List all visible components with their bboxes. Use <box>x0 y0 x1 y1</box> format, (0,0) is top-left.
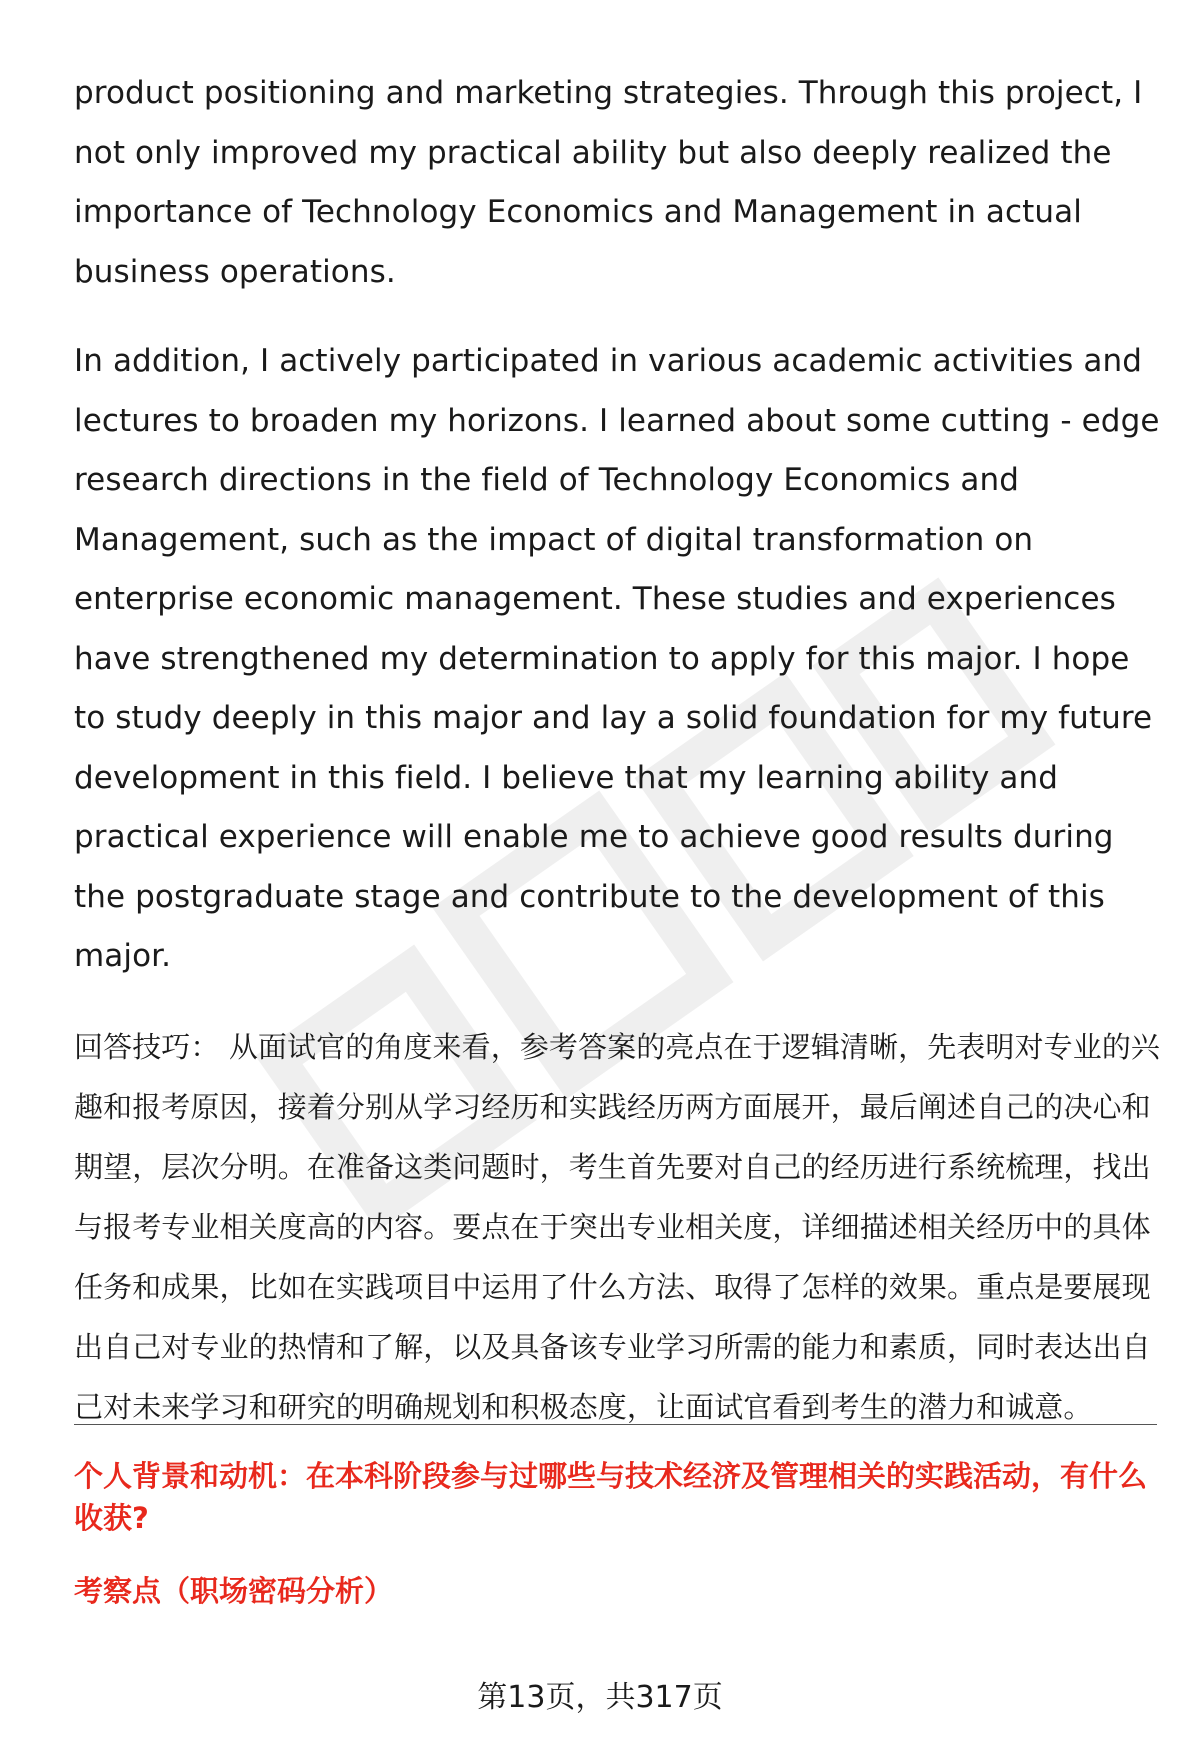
paragraph-1: product positioning and marketing strategies. Through this project, I not only improved my practical ability but also deeply realized the importance of Technology Economics and Management in actual business operations. <box>74 75 1143 290</box>
document-body <box>74 64 1166 1467</box>
section-subheading: 考察点（职场密码分析） <box>74 1574 394 1608</box>
page-indicator: 第13页，共317页 <box>477 1680 723 1715</box>
question-title: 个人背景和动机：在本科阶段参与过哪些与技术经济及管理相关的实践活动，有什么收获? <box>74 1459 1148 1535</box>
section-divider <box>74 1424 1157 1425</box>
answer-tips: 回答技巧： 从面试官的角度来看，参考答案的亮点在于逻辑清晰，先表明对专业的兴趣和报考原因，接着分别从学习经历和实践经历两方面展开，最后阐述自己的决心和期望，层次分明。在准备这类问题时，考生首先要对自己的经历进行系统梳理，找出与报考专业相关度高的内容。要点在于突出专业相关度，详细描述相关经历中的具体任务和成果，比如在实践项目中运用了什么方法、取得了怎样的效果。重点是要展现出自己对专业的热情和了解，以及具备该专业学习所需的能力和素质，同时表达出自己对未来学习和研究的明确规划和积极态度，让面试官看到考生的潜力和诚意。 <box>74 1029 1161 1424</box>
paragraph-2: In addition, I actively participated in various academic activities and lectures to broaden my horizons. I learned about some cutting - edge research directions in the field of Technology Economics and Management, such as the impact of digital transformation on enterprise economic management. These studies and experiences have strengthened my determination to apply for this major. I hope to study deeply in this major and lay a solid foundation for my future development in this field. I believe that my learning ability and practical experience will enable me to achieve good results during the postgraduate stage and contribute to the development of this major. <box>74 343 1160 974</box>
